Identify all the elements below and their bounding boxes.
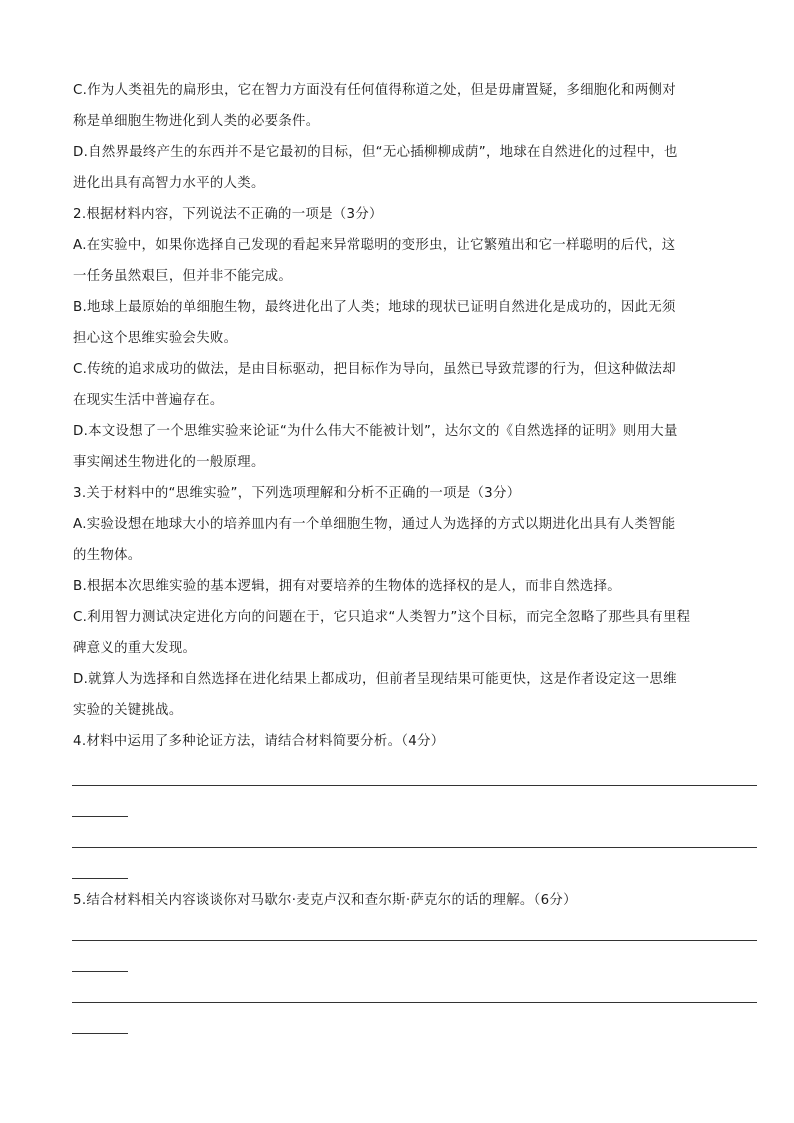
q5-stem: 5.结合材料相关内容谈谈你对马歇尔·麦克卢汉和查尔斯·萨克尔的话的理解。（6分） <box>73 893 577 908</box>
q5-answer-line-2-end[interactable] <box>72 1033 128 1034</box>
q3-stem: 3.关于材料中的“思维实验”，下列选项理解和分析不正确的一项是（3分） <box>73 486 521 501</box>
q1-option-d-line2: 进化出具有高智力水平的人类。 <box>73 176 265 191</box>
q2-option-b-line1: B.地球上最原始的单细胞生物，最终进化出了人类；地球的现状已证明自然进化是成功的，因此无须 <box>73 300 676 315</box>
q1-option-c-line1: C.作为人类祖先的扁形虫，它在智力方面没有任何值得称道之处，但是毋庸置疑，多细胞化和两侧对 <box>73 83 676 98</box>
q3-option-d-line1: D.就算人为选择和自然选择在进化结果上都成功，但前者呈现结果可能更快，这是作者设定这一思维 <box>73 672 677 687</box>
q4-answer-line-1[interactable] <box>72 785 757 786</box>
q1-option-d-line1: D.自然界最终产生的东西并不是它最初的目标，但“无心插柳柳成荫”，地球在自然进化的过程中，也 <box>73 145 678 160</box>
q2-stem: 2.根据材料内容，下列说法不正确的一项是（3分） <box>73 207 383 222</box>
q5-answer-line-2[interactable] <box>72 1002 757 1003</box>
q2-option-a-line1: A.在实验中，如果你选择自己发现的看起来异常聪明的变形虫，让它繁殖出和它一样聪明的后代，这 <box>73 238 676 253</box>
q3-option-a-line2: 的生物体。 <box>73 548 142 563</box>
q4-answer-line-1-end[interactable] <box>72 816 128 817</box>
q2-option-c-line1: C.传统的追求成功的做法，是由目标驱动，把目标作为导向，虽然已导致荒谬的行为，但这种做法却 <box>73 362 676 377</box>
q5-answer-line-1-end[interactable] <box>72 971 128 972</box>
q2-option-b-line2: 担心这个思维实验会失败。 <box>73 331 238 346</box>
q2-option-c-line2: 在现实生活中普遍存在。 <box>73 393 224 408</box>
q1-option-c-line2: 称是单细胞生物进化到人类的必要条件。 <box>73 114 320 129</box>
q3-option-d-line2: 实验的关键挑战。 <box>73 703 183 718</box>
q4-answer-line-2[interactable] <box>72 847 757 848</box>
q2-option-d-line1: D.本文设想了一个思维实验来论证“为什么伟大不能被计划”，达尔文的《自然选择的证明》则用大量 <box>73 424 678 439</box>
q3-option-b-line1: B.根据本次思维实验的基本逻辑，拥有对要培养的生物体的选择权的是人，而非自然选择。 <box>73 579 621 594</box>
q5-answer-line-1[interactable] <box>72 940 757 941</box>
q2-option-a-line2: 一任务虽然艰巨，但并非不能完成。 <box>73 269 293 284</box>
q4-stem: 4.材料中运用了多种论证方法，请结合材料简要分析。（4分） <box>73 734 445 749</box>
q3-option-c-line1: C.利用智力测试决定进化方向的问题在于，它只追求“人类智力”这个目标，而完全忽略了那些具有里程 <box>73 610 691 625</box>
q2-option-d-line2: 事实阐述生物进化的一般原理。 <box>73 455 265 470</box>
q3-option-a-line1: A.实验设想在地球大小的培养皿内有一个单细胞生物，通过人为选择的方式以期进化出具有人类智能 <box>73 517 676 532</box>
q3-option-c-line2: 碑意义的重大发现。 <box>73 641 197 656</box>
q4-answer-line-2-end[interactable] <box>72 878 128 879</box>
